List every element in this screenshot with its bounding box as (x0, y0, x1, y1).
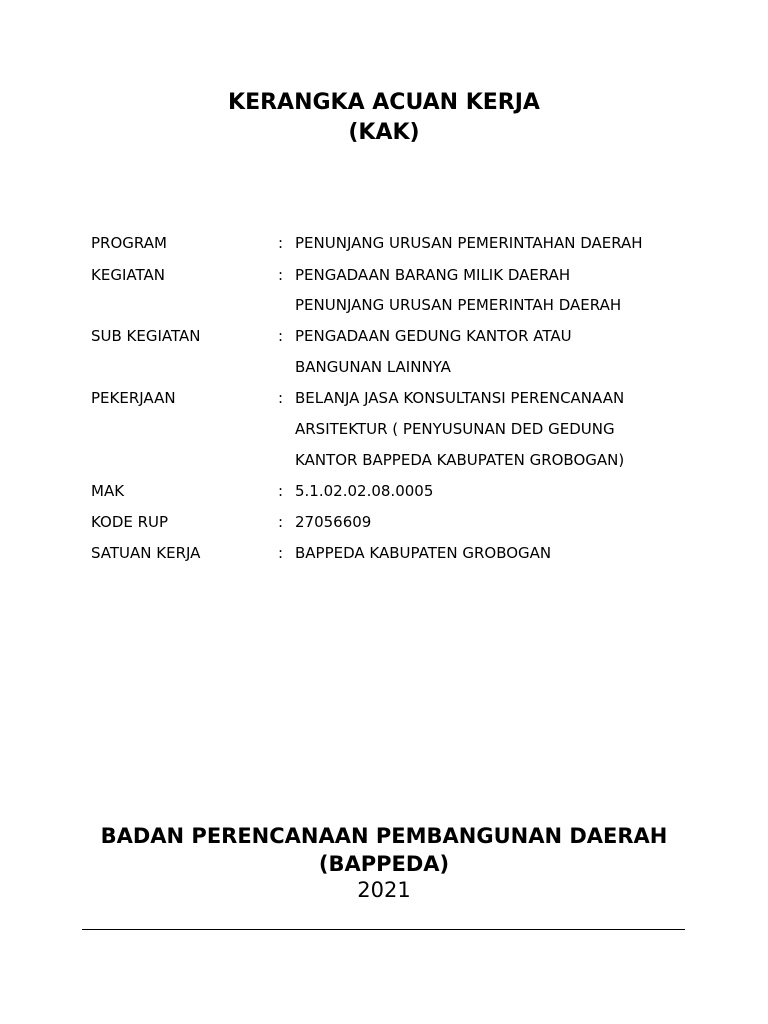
agency-abbreviation: (BAPPEDA) (318, 852, 450, 876)
field-value-satuan-kerja: BAPPEDA KABUPATEN GROBOGAN (295, 544, 552, 562)
field-colon: : (278, 544, 284, 562)
field-value-kode-rup: 27056609 (295, 513, 372, 531)
document-year: 2021 (357, 878, 411, 902)
field-label-kode-rup: KODE RUP (91, 513, 169, 531)
field-label-kegiatan: KEGIATAN (91, 266, 165, 284)
footer-divider (82, 929, 685, 930)
field-value-pekerjaan-cont: KANTOR BAPPEDA KABUPATEN GROBOGAN) (295, 451, 625, 469)
agency-name: BADAN PERENCANAAN PEMBANGUNAN DAERAH (100, 824, 668, 848)
field-value-mak: 5.1.02.02.08.0005 (295, 482, 434, 500)
field-value-pekerjaan: BELANJA JASA KONSULTANSI PERENCANAAN (295, 389, 625, 407)
field-value-kegiatan: PENGADAAN BARANG MILIK DAERAH (295, 266, 571, 284)
field-value-program: PENUNJANG URUSAN PEMERINTAHAN DAERAH (295, 234, 643, 252)
field-label-program: PROGRAM (91, 234, 167, 252)
field-colon: : (278, 266, 284, 284)
field-colon: : (278, 327, 284, 345)
field-label-satuan-kerja: SATUAN KERJA (91, 544, 201, 562)
field-value-sub-kegiatan: PENGADAAN GEDUNG KANTOR ATAU (295, 327, 572, 345)
document-subtitle: (KAK) (348, 120, 420, 145)
field-value-pekerjaan-cont: ARSITEKTUR ( PENYUSUNAN DED GEDUNG (295, 420, 615, 438)
field-value-sub-kegiatan-cont: BANGUNAN LAINNYA (295, 358, 451, 376)
field-colon: : (278, 389, 284, 407)
document-title: KERANGKA ACUAN KERJA (228, 90, 540, 115)
field-colon: : (278, 234, 284, 252)
field-colon: : (278, 513, 284, 531)
field-label-sub-kegiatan: SUB KEGIATAN (91, 327, 201, 345)
field-value-kegiatan-cont: PENUNJANG URUSAN PEMERINTAH DAERAH (295, 296, 622, 314)
field-label-mak: MAK (91, 482, 125, 500)
field-label-pekerjaan: PEKERJAAN (91, 389, 176, 407)
field-colon: : (278, 482, 284, 500)
